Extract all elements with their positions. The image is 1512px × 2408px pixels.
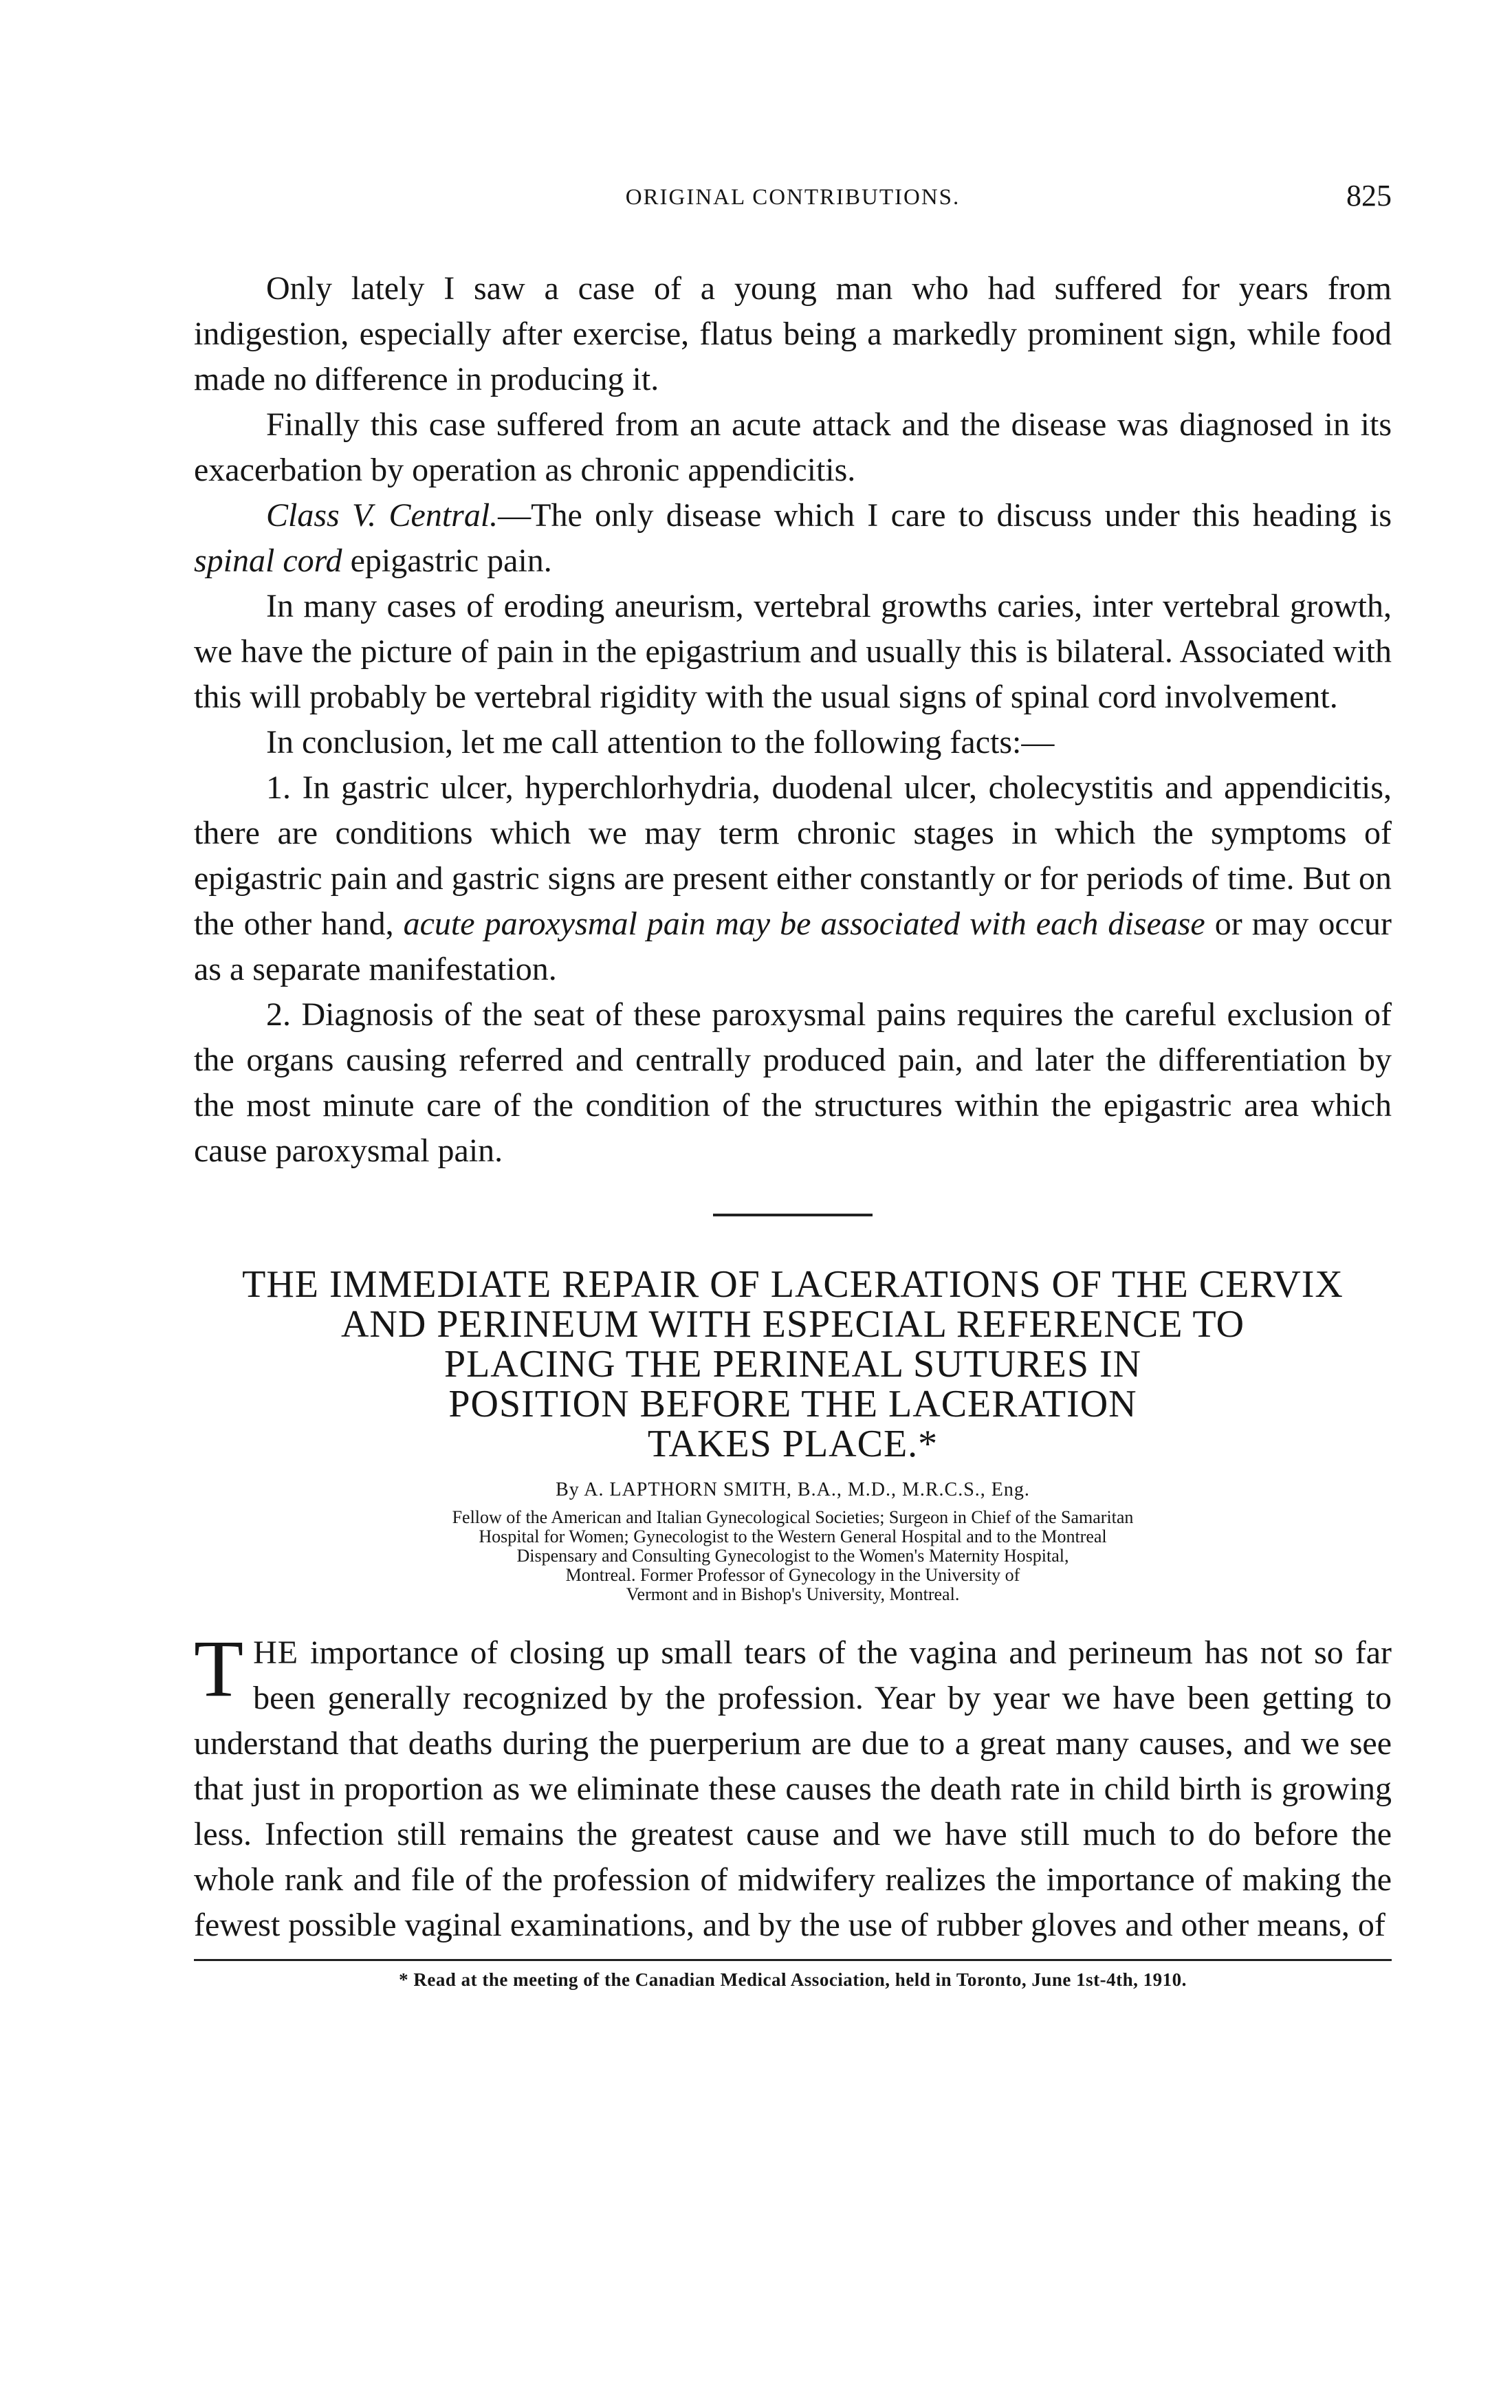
running-header	[194, 175, 1392, 223]
affiliation-line: Vermont and in Bishop's University, Montreal.	[626, 1584, 960, 1604]
paragraph-text: —The only disease which I care to discuss under this heading is	[498, 497, 1392, 534]
emphasis: spinal cord	[194, 543, 342, 579]
author-affiliation	[194, 1508, 1392, 1604]
affiliation-line: Fellow of the American and Italian Gynecological Societies; Surgeon in Chief of the Samaritan	[452, 1507, 1134, 1527]
title-line: AND PERINEUM WITH ESPECIAL REFERENCE TO	[340, 1303, 1245, 1346]
paragraph-text: importance of closing up small tears of the vagina and perineum has not so far been generally recognized by the profession. Year by year we have been getting to understand that deaths during the puerperium are due to a great many causes, and we see that just in proportion as we eliminate these causes the death rate in child birth is growing less. Infection still remains the greatest cause and we have still much to do before the whole rank and file of the profession of midwifery realizes the importance of making the fewest possible vaginal examinations, and by the use of rubber gloves and other means, of	[194, 1634, 1392, 1943]
article-body	[194, 1623, 1392, 1948]
title-line: THE IMMEDIATE REPAIR OF LACERATIONS OF THE CERVIX	[242, 1263, 1344, 1306]
footnote-rule	[194, 1959, 1392, 1961]
numbered-paragraph	[194, 765, 1392, 992]
byline: By A. LAPTHORN SMITH, B.A., M.D., M.R.C.S., Eng.	[556, 1479, 1030, 1500]
paragraph	[194, 493, 1392, 584]
affiliation-line: Montreal. Former Professor of Gynecology in the University of	[565, 1565, 1020, 1585]
title-line: POSITION BEFORE THE LACERATION	[448, 1383, 1137, 1425]
affiliation-line: Hospital for Women; Gynecologist to the Western General Hospital and to the Montreal	[479, 1526, 1107, 1546]
paragraph-text: epigastric pain.	[342, 543, 552, 579]
page	[194, 175, 1392, 1991]
central-label: Central.	[388, 497, 498, 534]
emphasis: acute paroxysmal pain may be associated with each disease	[403, 906, 1205, 942]
running-title: ORIGINAL CONTRIBUTIONS.	[625, 185, 961, 210]
previous-article-text	[194, 266, 1392, 1174]
paragraph: Finally this case suffered from an acute attack and the disease was diagnosed in its exacerbation by operation as chronic appendicitis.	[194, 406, 1392, 488]
footnote: * Read at the meeting of the Canadian Medical Association, held in Toronto, June 1st-4th, 1910.	[399, 1969, 1187, 1990]
paragraph: In conclusion, let me call attention to the following facts:—	[266, 724, 1055, 760]
title-line: TAKES PLACE.*	[647, 1423, 939, 1465]
page-number: 825	[1346, 179, 1392, 212]
paragraph-text: or may occur as a separate manifestation.	[194, 906, 1392, 987]
section-divider	[713, 1214, 873, 1216]
paragraph: Only lately I saw a case of a young man who had suffered for years from indigestion, especially after exercise, flatus being a markedly prominent sign, while food made no difference in producing it.	[194, 270, 1392, 397]
paragraph-text: 1. In gastric ulcer, hyperchlorhydria, duodenal ulcer, cholecystitis and appendicitis, there are conditions which we may term chronic stages in which the symptoms of epigastric pain and gastric signs are present either constantly or for periods of time. But on the other hand,	[194, 769, 1392, 942]
class-label: Class V.	[266, 497, 377, 534]
title-line: PLACING THE PERINEAL SUTURES IN	[443, 1343, 1142, 1386]
article-title	[194, 1265, 1392, 1464]
opening-paragraph	[194, 1623, 1392, 1948]
drop-cap: T	[194, 1623, 244, 1714]
affiliation-line: Dispensary and Consulting Gynecologist to the Women's Maternity Hospital,	[516, 1546, 1069, 1566]
paragraph: In many cases of eroding aneurism, vertebral growths caries, inter vertebral growth, we have the picture of pain in the epigastrium and usually this is bilateral. Associated with this will probably be vertebral rigidity with the usual signs of spinal cord involvement.	[194, 588, 1392, 715]
opening-word: HE	[253, 1634, 299, 1671]
numbered-paragraph: 2. Diagnosis of the seat of these paroxysmal pains requires the careful exclusion of the organs causing referred and centrally produced pain, and later the differentiation by the most minute care of the condition of the structures within the epigastric area which cause paroxysmal pain.	[194, 996, 1392, 1169]
